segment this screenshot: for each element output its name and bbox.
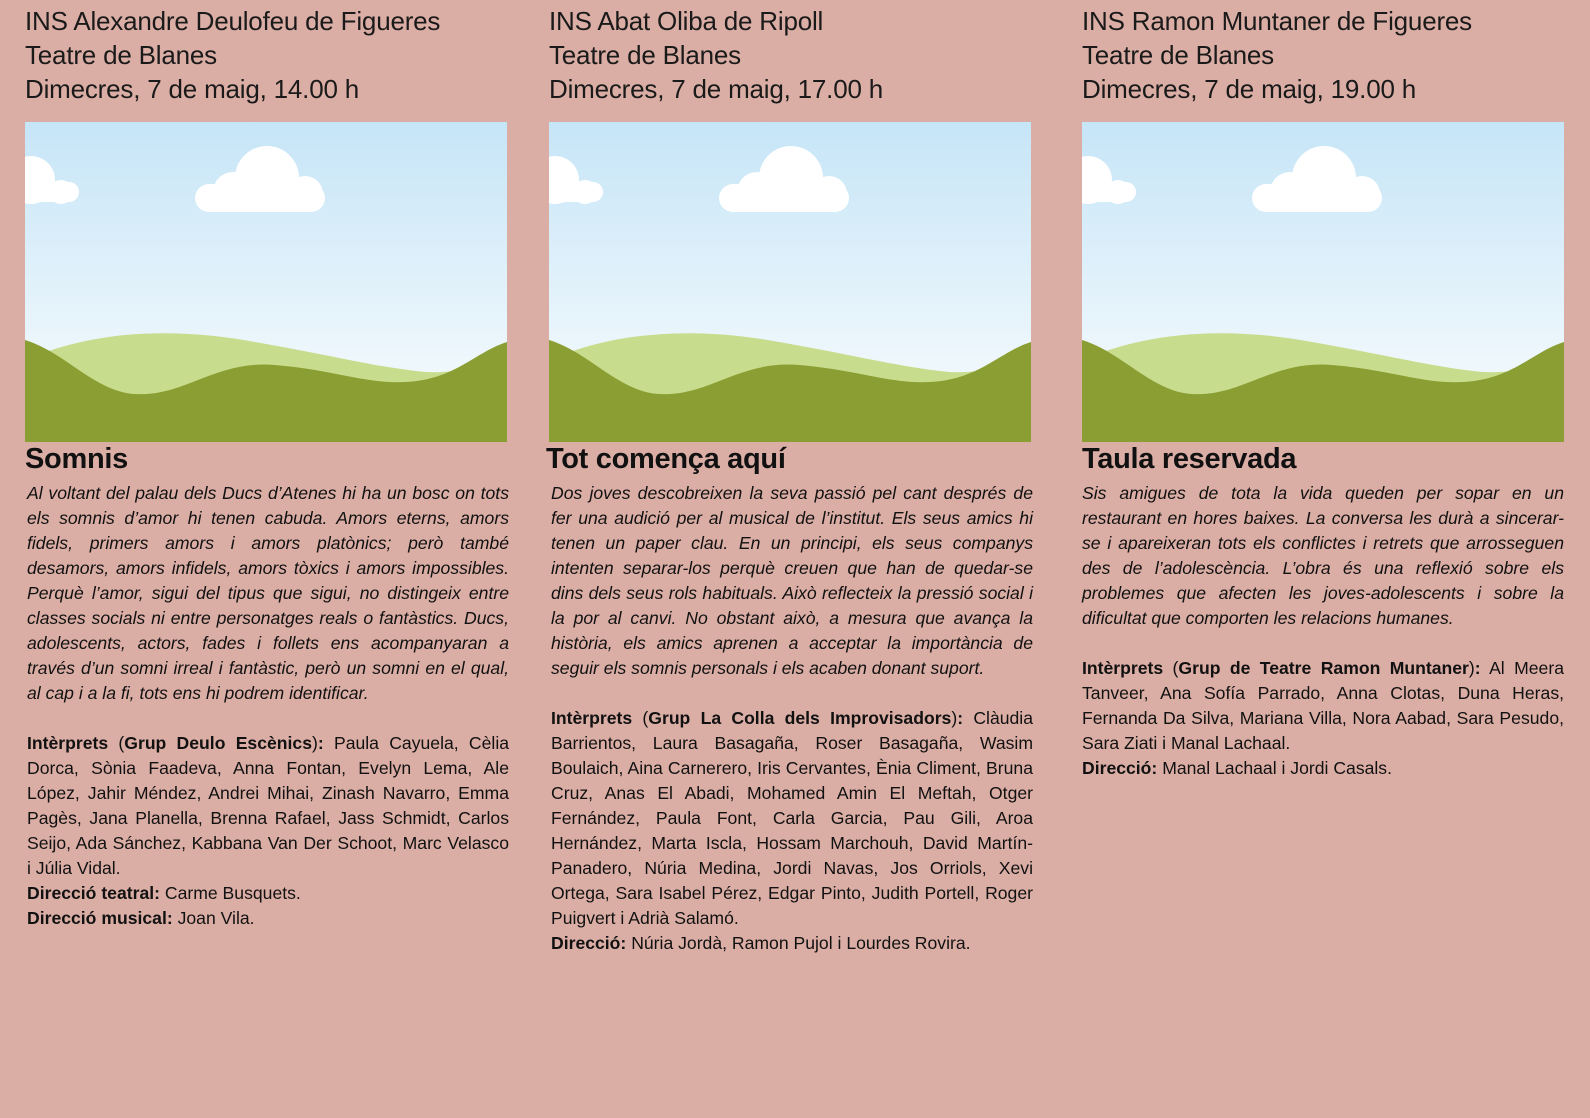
direction-line xyxy=(1082,756,1564,781)
performers-list: Clàudia Barrientos, Laura Basagaña, Roser Basagaña, Wasim Boulaich, Aina Carnerero, Iris Cervantes, Ènia Climent, Bruna Cruz, Anas El Abadi, Mohamed Amin El Meftah, Otger Fernández, Paula Font, Carla Garcia, Pau Gili, Aroa Hernández, Marta Iscla, Hossam Marchouh, David Martín-Panadero, Núria Medina, Jordi Navas, Jos Orriols, Xevi Ortega, Sara Isabel Pérez, Edgar Pinto, Judith Portell, Roger Puigvert i Adrià Salamó. xyxy=(551,708,1033,928)
performers: Intèrprets (Grup de Teatre Ramon Muntaner): Al Meera Tanveer, Ana Sofía Parrado, Anna Clotas, Duna Heras, Fernanda Da Silva, Mariana Villa, Nora Aabad, Sara Pesudo, Sara Ziati i Manal Lachaal. xyxy=(1082,658,1564,753)
performers: Intèrprets (Grup La Colla dels Improvisadors): Clàudia Barrientos, Laura Basagaña, Roser Basagaña, Wasim Boulaich, Aina Carnerero, Iris Cervantes, Ènia Climent, Bruna Cruz, Anas El Abadi, Mohamed Amin El Meftah, Otger Fernández, Paula Font, Carla Garcia, Pau Gili, Aroa Hernández, Marta Iscla, Hossam Marchouh, David Martín-Panadero, Núria Medina, Jordi Navas, Jos Orriols, Xevi Ortega, Sara Isabel Pérez, Edgar Pinto, Judith Portell, Roger Puigvert i Adrià Salamó. xyxy=(551,708,1033,928)
synopsis: Dos joves descobreixen la seva passió pel cant després de fer una audició per al musical de l’institut. Els seus amics hi tenen un paper clau. En un principi, els seus companys intenten separar-los perquè creuen que han de quedar-se dins dels seus rols habituals. Això reflecteix la pressió social i la por al canvi. No obstant això, a mesura que avança la història, els amics aprenen a acceptar la importància de seguir els somnis personals i els acaben donant suport. xyxy=(551,483,1033,678)
direction-label: Direcció: xyxy=(551,933,627,953)
show-title: Somnis xyxy=(25,443,128,475)
show-card-1 xyxy=(25,0,510,928)
date-time: Dimecres, 7 de maig, 19.00 h xyxy=(1082,74,1417,104)
performers: Intèrprets (Grup Deulo Escènics): Paula Cayuela, Cèlia Dorca, Sònia Faadeva, Anna Fontan, Evelyn Lema, Ale López, Jahir Méndez, Andrei Mihai, Zinash Navarro, Emma Pagès, Jana Planella, Brenna Rafael, Jass Schmidt, Carlos Seijo, Ada Sánchez, Kabbana Van Der Schoot, Marc Velasco i Júlia Vidal. xyxy=(27,733,510,878)
landscape-placeholder-image xyxy=(25,122,507,442)
direction-line xyxy=(551,931,1033,956)
date-time: Dimecres, 7 de maig, 17.00 h xyxy=(549,74,884,104)
show-header xyxy=(25,0,509,106)
group-name: Grup Deulo Escènics xyxy=(124,733,312,753)
direction-label: Direcció musical: xyxy=(27,908,173,928)
school-name: INS Ramon Muntaner de Figueres xyxy=(1082,6,1472,36)
venue: Teatre de Blanes xyxy=(549,40,741,70)
performers-label: Intèrprets xyxy=(1082,658,1164,678)
direction-value: Núria Jordà, Ramon Pujol i Lourdes Rovira. xyxy=(631,933,971,953)
direction-value: Joan Vila. xyxy=(177,908,255,928)
venue: Teatre de Blanes xyxy=(1082,40,1274,70)
direction-value: Carme Busquets. xyxy=(164,883,301,903)
show-body xyxy=(27,481,509,931)
school-name: INS Abat Oliba de Ripoll xyxy=(549,6,824,36)
synopsis: Al voltant del palau dels Ducs d’Atenes hi ha un bosc on tots els somnis d’amor hi tenen cabuda. Amors eterns, amors fidels, primers amors i amors platònics; però també desamors, amors infidels, amors tòxics i amors impossibles. Perquè l’amor, sigui del tipus que sigui, no distingeix entre classes socials ni entre personatges reals o fantàstics. Ducs, adolescents, actors, fades i follets ens acompanyaran a través d’un somni irreal i fantàstic, però un somni en el qual, al cap i a la fi, tots ens hi podrem identificar. xyxy=(27,483,509,703)
landscape-placeholder-image xyxy=(1082,122,1564,442)
venue: Teatre de Blanes xyxy=(25,40,217,70)
group-name: Grup La Colla dels Improvisadors xyxy=(648,708,952,728)
show-body xyxy=(1082,481,1564,781)
group-name: Grup de Teatre Ramon Muntaner xyxy=(1178,658,1469,678)
direction-label: Direcció teatral: xyxy=(27,883,160,903)
synopsis: Sis amigues de tota la vida queden per sopar en un restaurant en hores baixes. La conversa les durà a sincerar-se i apareixeran tots els conflictes i retrets que arrosseguen des de l’adolescència. L’obra és una reflexió sobre els problemes que afecten les joves-adolescents i sobre la dificultat que comporten les relacions humanes. xyxy=(1082,483,1564,628)
performers-list: Paula Cayuela, Cèlia Dorca, Sònia Faadeva, Anna Fontan, Evelyn Lema, Ale López, Jahir Méndez, Andrei Mihai, Zinash Navarro, Emma Pagès, Jana Planella, Brenna Rafael, Jass Schmidt, Carlos Seijo, Ada Sánchez, Kabbana Van Der Schoot, Marc Velasco i Júlia Vidal. xyxy=(27,733,510,878)
performers-label: Intèrprets xyxy=(551,708,633,728)
direction-line xyxy=(27,881,509,906)
performers-list: Al Meera Tanveer, Ana Sofía Parrado, Anna Clotas, Duna Heras, Fernanda Da Silva, Mariana Villa, Nora Aabad, Sara Pesudo, Sara Ziati i Manal Lachaal. xyxy=(1082,658,1564,753)
school-name: INS Alexandre Deulofeu de Figueres xyxy=(25,6,441,36)
show-title: Tot comença aquí xyxy=(546,443,786,475)
show-body xyxy=(551,481,1033,956)
show-header xyxy=(549,0,1033,106)
direction-value: Manal Lachaal i Jordi Casals. xyxy=(1162,758,1392,778)
landscape-placeholder-image xyxy=(549,122,1031,442)
direction-line xyxy=(27,906,509,931)
show-header xyxy=(1082,0,1564,106)
show-card-3 xyxy=(1082,0,1564,778)
performers-label: Intèrprets xyxy=(27,733,109,753)
show-card-2 xyxy=(546,0,1033,953)
show-title: Taula reservada xyxy=(1082,443,1297,475)
date-time: Dimecres, 7 de maig, 14.00 h xyxy=(25,74,360,104)
direction-label: Direcció: xyxy=(1082,758,1158,778)
